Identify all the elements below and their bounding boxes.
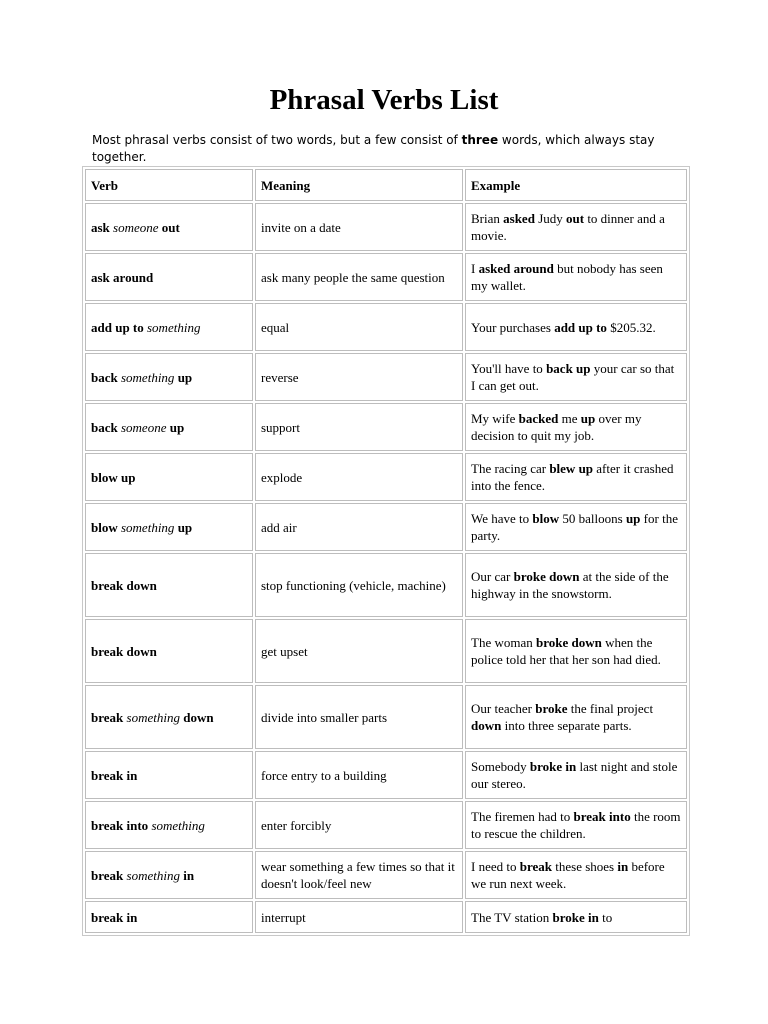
meaning-cell: interrupt xyxy=(255,901,463,933)
header-verb: Verb xyxy=(85,169,253,201)
example-segment: The racing car xyxy=(471,461,550,476)
header-meaning: Meaning xyxy=(255,169,463,201)
meaning-cell: add air xyxy=(255,503,463,551)
example-segment: over my decision to quit my job. xyxy=(471,411,642,443)
example-cell xyxy=(465,303,687,351)
example-cell xyxy=(465,751,687,799)
verb-segment: up xyxy=(169,419,185,435)
meaning-cell: support xyxy=(255,403,463,451)
example-segment: Somebody xyxy=(471,759,530,774)
table-row xyxy=(85,553,687,617)
example-segment: but nobody has seen my wallet. xyxy=(471,261,663,293)
meaning-cell: stop functioning (vehicle, machine) xyxy=(255,553,463,617)
phrasal-verbs-table xyxy=(83,167,689,935)
meaning-cell: wear something a few times so that it doesn't look/feel new xyxy=(255,851,463,899)
example-segment: Judy xyxy=(534,211,566,226)
example-segment: at the side of the highway in the snowstorm. xyxy=(471,569,669,601)
verb-segment: in xyxy=(183,867,195,883)
intro-text-bold: three xyxy=(461,133,499,147)
example-segment: the room to rescue the children. xyxy=(471,809,681,841)
example-segment: the final project xyxy=(567,701,654,716)
example-segment: Our teacher xyxy=(471,701,536,716)
table-row xyxy=(85,901,687,933)
example-cell xyxy=(465,253,687,301)
example-segment: to xyxy=(598,909,613,925)
example-cell xyxy=(465,685,687,749)
verb-segment: break in xyxy=(91,909,138,925)
verb-segment: break into xyxy=(91,817,149,833)
header-example: Example xyxy=(465,169,687,201)
example-segment: blew up xyxy=(549,461,594,476)
meaning-cell: explode xyxy=(255,453,463,501)
example-segment: when the police told her that her son had died. xyxy=(471,635,661,667)
example-segment: backed xyxy=(518,411,559,426)
example-segment: to dinner and a movie. xyxy=(471,211,665,243)
verb-segment: something xyxy=(123,709,184,725)
example-segment: me xyxy=(558,411,581,426)
example-segment: 50 balloons xyxy=(559,511,626,526)
example-segment: My wife xyxy=(471,411,519,426)
example-segment: The TV station xyxy=(471,909,553,925)
example-segment: before we run next week. xyxy=(471,859,665,891)
verb-segment: up xyxy=(177,369,193,385)
example-segment: broke xyxy=(535,701,568,716)
example-segment: after it crashed into the fence. xyxy=(471,461,674,493)
verb-segment: break down xyxy=(91,643,157,659)
example-segment: last night and stole our stereo. xyxy=(471,759,678,791)
example-segment: back up xyxy=(546,361,591,376)
verb-cell xyxy=(85,453,253,501)
example-segment: The firemen had to xyxy=(471,809,574,824)
example-cell xyxy=(465,403,687,451)
meaning-cell: divide into smaller parts xyxy=(255,685,463,749)
verb-cell xyxy=(85,503,253,551)
table-row xyxy=(85,851,687,899)
example-cell xyxy=(465,801,687,849)
intro-text-after: words, which always stay together. xyxy=(92,133,655,164)
example-segment: Our car xyxy=(471,569,514,584)
example-segment: I need to xyxy=(471,859,520,874)
verb-segment: something xyxy=(123,867,184,883)
example-segment: I xyxy=(471,261,479,276)
table-row xyxy=(85,403,687,451)
verb-cell xyxy=(85,303,253,351)
intro-paragraph xyxy=(92,132,682,166)
example-cell xyxy=(465,503,687,551)
meaning-cell: force entry to a building xyxy=(255,751,463,799)
verb-segment: out xyxy=(161,219,180,235)
example-cell xyxy=(465,203,687,251)
example-cell xyxy=(465,353,687,401)
verb-cell xyxy=(85,851,253,899)
example-segment: Brian xyxy=(471,211,504,226)
example-segment: in xyxy=(617,859,629,874)
example-segment: into three separate parts. xyxy=(501,718,632,733)
example-cell xyxy=(465,901,687,933)
verb-segment: back xyxy=(91,369,118,385)
verb-cell xyxy=(85,253,253,301)
example-segment: You'll have to xyxy=(471,361,547,376)
example-segment: We have to xyxy=(471,511,533,526)
example-segment: these shoes xyxy=(552,859,618,874)
verb-cell xyxy=(85,403,253,451)
verb-segment: break xyxy=(91,709,124,725)
verb-segment: someone xyxy=(109,219,162,235)
example-segment: broke in xyxy=(552,909,599,925)
example-segment: broke in xyxy=(529,759,577,774)
table-row xyxy=(85,303,687,351)
verb-segment: blow xyxy=(91,519,118,535)
example-segment: $205.32. xyxy=(606,319,656,335)
verb-segment: ask around xyxy=(91,269,154,285)
example-segment: asked around xyxy=(478,261,554,276)
verb-segment: ask xyxy=(91,219,110,235)
table-body xyxy=(85,169,687,933)
verb-segment: something xyxy=(148,817,205,833)
verb-segment: back xyxy=(91,419,118,435)
meaning-cell: reverse xyxy=(255,353,463,401)
example-cell xyxy=(465,619,687,683)
verb-cell xyxy=(85,203,253,251)
verb-segment: add up to xyxy=(91,319,144,335)
example-segment: break into xyxy=(573,809,631,824)
verb-cell xyxy=(85,801,253,849)
example-cell xyxy=(465,553,687,617)
verb-segment: break in xyxy=(91,767,138,783)
example-segment: Your purchases xyxy=(471,319,555,335)
example-segment: broke down xyxy=(535,635,602,650)
intro-text-before: Most phrasal verbs consist of two words, but a few consist of xyxy=(92,133,462,147)
table-row xyxy=(85,619,687,683)
meaning-cell: enter forcibly xyxy=(255,801,463,849)
example-segment: The woman xyxy=(471,635,536,650)
example-segment: broke down xyxy=(513,569,580,584)
meaning-cell: get upset xyxy=(255,619,463,683)
verb-segment: something xyxy=(117,519,178,535)
verb-segment: break xyxy=(91,867,124,883)
table-row xyxy=(85,253,687,301)
verb-segment: break down xyxy=(91,577,157,593)
example-segment: break xyxy=(519,859,552,874)
verb-cell xyxy=(85,353,253,401)
meaning-cell: equal xyxy=(255,303,463,351)
table-row xyxy=(85,503,687,551)
example-segment: asked xyxy=(503,211,535,226)
verb-cell xyxy=(85,901,253,933)
example-cell xyxy=(465,453,687,501)
verb-cell xyxy=(85,751,253,799)
verb-cell xyxy=(85,685,253,749)
example-segment: down xyxy=(471,718,502,733)
verb-segment: someone xyxy=(117,419,170,435)
example-segment: your car so that I can get out. xyxy=(471,361,675,393)
table-row xyxy=(85,685,687,749)
example-segment: out xyxy=(566,211,585,226)
phrasal-verbs-table-wrapper xyxy=(82,166,690,936)
verb-segment: something xyxy=(117,369,178,385)
meaning-cell: invite on a date xyxy=(255,203,463,251)
example-segment: for the party. xyxy=(471,511,678,543)
table-row xyxy=(85,203,687,251)
table-row xyxy=(85,353,687,401)
example-segment: add up to xyxy=(554,319,607,335)
table-row xyxy=(85,453,687,501)
example-segment: up xyxy=(625,511,641,526)
meaning-cell: ask many people the same question xyxy=(255,253,463,301)
page-title: Phrasal Verbs List xyxy=(269,84,499,116)
table-row xyxy=(85,751,687,799)
verb-segment: blow up xyxy=(91,469,136,485)
verb-segment: up xyxy=(177,519,193,535)
example-segment: up xyxy=(580,411,596,426)
verb-segment: something xyxy=(143,319,201,335)
verb-segment: down xyxy=(183,709,214,725)
verb-cell xyxy=(85,553,253,617)
verb-cell xyxy=(85,619,253,683)
table-row xyxy=(85,801,687,849)
example-cell xyxy=(465,851,687,899)
example-segment: blow xyxy=(532,511,560,526)
table-header-row xyxy=(85,169,687,201)
